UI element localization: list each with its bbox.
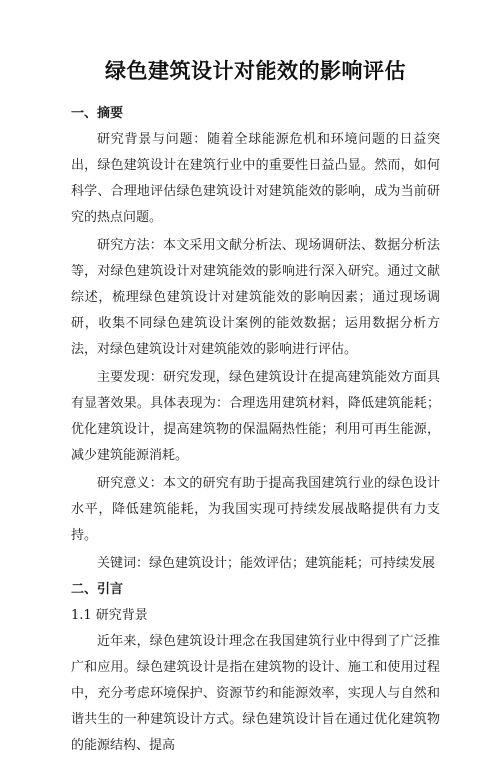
- abstract-methods-paragraph: 研究方法：本文采用文献分析法、现场调研法、数据分析法等，对绿色建筑设计对建筑能效的影响进行深入研究。通过文献综述，梳理绿色建筑设计对建筑能效的影响因素；通过现场调研，收集不同绿色建筑设计案例的能效数据；运用数据分析方法，对绿色建筑设计对建筑能效的影响进行评估。: [71, 238, 440, 357]
- abstract-findings-paragraph: 主要发现：研究发现，绿色建筑设计在提高建筑能效方面具有显著效果。具体表现为：合理选用建筑材料，降低建筑能耗；优化建筑设计，提高建筑物的保温隔热性能；利用可再生能源，减少建筑能源消耗。: [71, 370, 440, 463]
- document-title: 绿色建筑设计对能效的影响评估: [105, 58, 406, 83]
- research-background-subheading: 1.1 研究背景: [71, 608, 148, 623]
- abstract-significance-paragraph: 研究意义：本文的研究有助于提高我国建筑行业的绿色设计水平，降低建筑能耗，为我国实现可持续发展战略提供有力支持。: [71, 476, 440, 543]
- introduction-section: [71, 577, 440, 759]
- abstract-section: [71, 101, 440, 577]
- keywords-line: 关键词：绿色建筑设计；能效评估；建筑能耗；可持续发展: [97, 556, 436, 571]
- abstract-heading: 一、摘要: [71, 106, 124, 121]
- introduction-heading: 二、引言: [71, 582, 124, 597]
- introduction-paragraph: 近年来，绿色建筑设计理念在我国建筑行业中得到了广泛推广和应用。绿色建筑设计是指在建筑物的设计、施工和使用过程中，充分考虑环境保护、资源节约和能源效率，实现人与自然和谐共生的一种建筑设计方式。绿色建筑设计旨在通过优化建筑物的能源结构、提高: [71, 634, 440, 753]
- abstract-background-paragraph: 研究背景与问题：随着全球能源危机和环境问题的日益突出，绿色建筑设计在建筑行业中的重要性日益凸显。然而，如何科学、合理地评估绿色建筑设计对建筑能效的影响，成为当前研究的热点问题。: [71, 132, 440, 225]
